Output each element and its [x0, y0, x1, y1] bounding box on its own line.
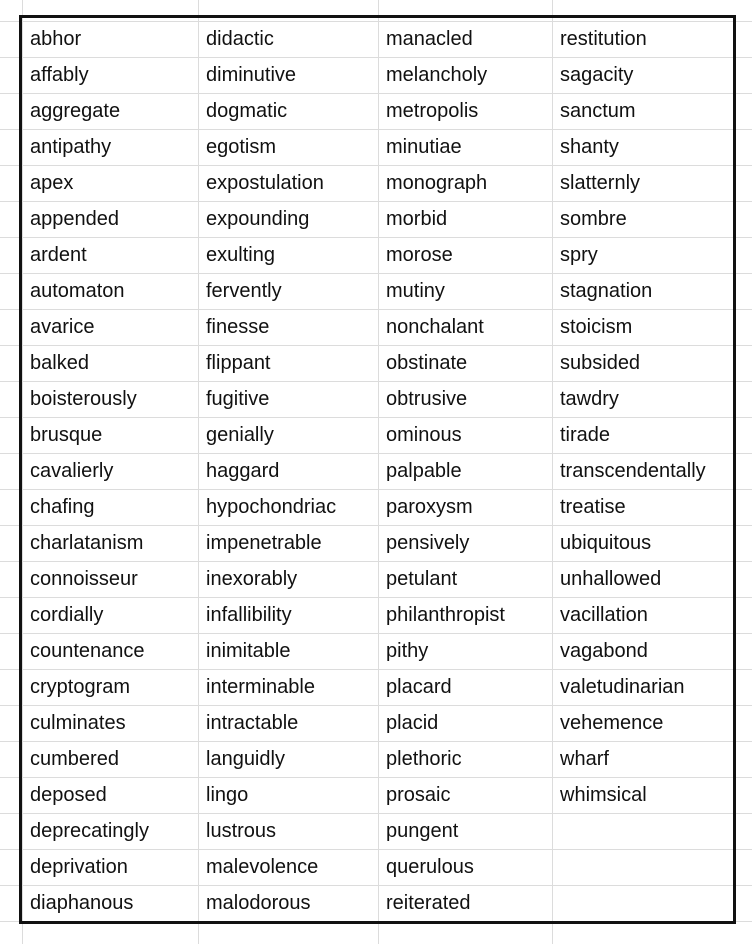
- sheet-cell[interactable]: pithy: [386, 640, 429, 662]
- sheet-cell[interactable]: flippant: [206, 352, 271, 374]
- sheet-cell[interactable]: lingo: [206, 784, 249, 806]
- sheet-cell[interactable]: fugitive: [206, 388, 270, 410]
- sheet-cell[interactable]: cumbered: [30, 748, 119, 770]
- sheet-cell[interactable]: impenetrable: [206, 532, 322, 554]
- sheet-cell[interactable]: stagnation: [560, 280, 653, 302]
- sheet-cell[interactable]: shanty: [560, 136, 619, 158]
- sheet-cell[interactable]: reiterated: [386, 892, 471, 914]
- sheet-cell[interactable]: vacillation: [560, 604, 648, 626]
- sheet-cell[interactable]: charlatanism: [30, 532, 144, 554]
- sheet-cell[interactable]: unhallowed: [560, 568, 662, 590]
- sheet-cell[interactable]: expostulation: [206, 172, 324, 194]
- sheet-cell[interactable]: metropolis: [386, 100, 479, 122]
- sheet-cell[interactable]: egotism: [206, 136, 277, 158]
- sheet-cell[interactable]: prosaic: [386, 784, 451, 806]
- sheet-cell[interactable]: morose: [386, 244, 453, 266]
- sheet-cell[interactable]: inimitable: [206, 640, 291, 662]
- sheet-cell[interactable]: vagabond: [560, 640, 648, 662]
- sheet-cell[interactable]: lustrous: [206, 820, 277, 842]
- sheet-cell[interactable]: antipathy: [30, 136, 112, 158]
- sheet-cell[interactable]: pensively: [386, 532, 470, 554]
- sheet-cell[interactable]: diminutive: [206, 64, 297, 86]
- sheet-cell[interactable]: pungent: [386, 820, 459, 842]
- sheet-cell[interactable]: diaphanous: [30, 892, 134, 914]
- sheet-cell[interactable]: deprivation: [30, 856, 128, 878]
- sheet-cell[interactable]: restitution: [560, 28, 647, 50]
- sheet-cell[interactable]: chafing: [30, 496, 95, 518]
- selection-border: [19, 15, 736, 924]
- sheet-cell[interactable]: cavalierly: [30, 460, 114, 482]
- sheet-cell[interactable]: intractable: [206, 712, 299, 734]
- sheet-cell[interactable]: cordially: [30, 604, 104, 626]
- sheet-cell[interactable]: appended: [30, 208, 119, 230]
- sheet-cell[interactable]: palpable: [386, 460, 462, 482]
- sheet-cell[interactable]: placard: [386, 676, 452, 698]
- sheet-cell[interactable]: morbid: [386, 208, 448, 230]
- sheet-cell[interactable]: whimsical: [560, 784, 647, 806]
- sheet-cell[interactable]: treatise: [560, 496, 626, 518]
- sheet-cell[interactable]: avarice: [30, 316, 95, 338]
- sheet-cell[interactable]: ominous: [386, 424, 462, 446]
- sheet-cell[interactable]: querulous: [386, 856, 474, 878]
- sheet-cell[interactable]: automaton: [30, 280, 125, 302]
- sheet-cell[interactable]: cryptogram: [30, 676, 131, 698]
- sheet-cell[interactable]: ubiquitous: [560, 532, 652, 554]
- sheet-cell[interactable]: connoisseur: [30, 568, 138, 590]
- sheet-cell[interactable]: obstinate: [386, 352, 468, 374]
- sheet-cell[interactable]: monograph: [386, 172, 488, 194]
- sheet-cell[interactable]: malodorous: [206, 892, 311, 914]
- sheet-cell[interactable]: finesse: [206, 316, 270, 338]
- sheet-cell[interactable]: slatternly: [560, 172, 641, 194]
- sheet-cell[interactable]: hypochondriac: [206, 496, 337, 518]
- sheet-cell[interactable]: sagacity: [560, 64, 634, 86]
- sheet-cell[interactable]: affably: [30, 64, 89, 86]
- sheet-cell[interactable]: obtrusive: [386, 388, 468, 410]
- sheet-cell[interactable]: tawdry: [560, 388, 619, 410]
- sheet-cell[interactable]: transcendentally: [560, 460, 706, 482]
- sheet-cell[interactable]: aggregate: [30, 100, 121, 122]
- sheet-cell[interactable]: vehemence: [560, 712, 664, 734]
- sheet-cell[interactable]: apex: [30, 172, 74, 194]
- sheet-cell[interactable]: plethoric: [386, 748, 462, 770]
- sheet-cell[interactable]: sombre: [560, 208, 627, 230]
- sheet-cell[interactable]: genially: [206, 424, 274, 446]
- sheet-cell[interactable]: tirade: [560, 424, 611, 446]
- sheet-cell[interactable]: haggard: [206, 460, 280, 482]
- sheet-cell[interactable]: infallibility: [206, 604, 292, 626]
- sheet-cell[interactable]: minutiae: [386, 136, 462, 158]
- sheet-cell[interactable]: manacled: [386, 28, 473, 50]
- sheet-cell[interactable]: philanthropist: [386, 604, 505, 626]
- sheet-cell[interactable]: spry: [560, 244, 598, 266]
- sheet-cell[interactable]: petulant: [386, 568, 458, 590]
- sheet-cell[interactable]: deprecatingly: [30, 820, 149, 842]
- sheet-cell[interactable]: stoicism: [560, 316, 633, 338]
- sheet-cell[interactable]: wharf: [560, 748, 609, 770]
- sheet-cell[interactable]: ardent: [30, 244, 87, 266]
- sheet-cell[interactable]: brusque: [30, 424, 103, 446]
- sheet-cell[interactable]: balked: [30, 352, 89, 374]
- sheet-cell[interactable]: boisterously: [30, 388, 137, 410]
- sheet-cell[interactable]: malevolence: [206, 856, 319, 878]
- sheet-cell[interactable]: deposed: [30, 784, 107, 806]
- sheet-cell[interactable]: interminable: [206, 676, 315, 698]
- sheet-cell[interactable]: countenance: [30, 640, 145, 662]
- sheet-cell[interactable]: placid: [386, 712, 439, 734]
- sheet-cell[interactable]: mutiny: [386, 280, 445, 302]
- sheet-cell[interactable]: inexorably: [206, 568, 298, 590]
- sheet-cell[interactable]: dogmatic: [206, 100, 288, 122]
- sheet-cell[interactable]: languidly: [206, 748, 285, 770]
- sheet-cell[interactable]: paroxysm: [386, 496, 473, 518]
- sheet-cell[interactable]: abhor: [30, 28, 82, 50]
- sheet-cell[interactable]: nonchalant: [386, 316, 484, 338]
- sheet-cell[interactable]: subsided: [560, 352, 641, 374]
- sheet-cell[interactable]: expounding: [206, 208, 310, 230]
- sheet-cell[interactable]: culminates: [30, 712, 126, 734]
- sheet-cell[interactable]: melancholy: [386, 64, 488, 86]
- sheet-cell[interactable]: sanctum: [560, 100, 636, 122]
- sheet-cell[interactable]: didactic: [206, 28, 274, 50]
- sheet-cell[interactable]: exulting: [206, 244, 275, 266]
- sheet-cell[interactable]: fervently: [206, 280, 282, 302]
- sheet-cell[interactable]: valetudinarian: [560, 676, 685, 698]
